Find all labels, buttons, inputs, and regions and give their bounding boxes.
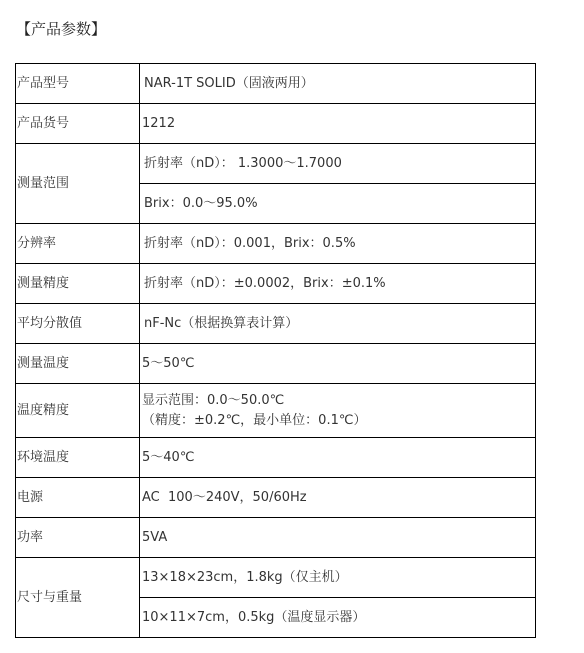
- section-heading: 【产品参数】: [16, 20, 107, 38]
- table-row: [16, 438, 536, 478]
- param-value-brix-range: Brix：0.0～95.0%: [140, 184, 536, 224]
- param-value-measuring-temperature: 5～50℃: [140, 344, 536, 384]
- param-value-accuracy: 折射率（nD）：±0.0002，Brix：±0.1%: [140, 264, 536, 304]
- param-label-measuring-temperature: 测量温度: [16, 344, 140, 384]
- param-value-mean-dispersion: nF-Nc（根据换算表计算）: [140, 304, 536, 344]
- table-row: [16, 558, 536, 598]
- param-value-resolution: 折射率（nD）：0.001，Brix：0.5%: [140, 224, 536, 264]
- table-row: [16, 144, 536, 184]
- param-label-resolution: 分辨率: [16, 224, 140, 264]
- table-row: [16, 478, 536, 518]
- temperature-display-range: 显示范围：0.0～50.0℃: [142, 392, 285, 408]
- param-label-accuracy: 测量精度: [16, 264, 140, 304]
- param-label-measuring-range: 测量范围: [16, 144, 140, 224]
- param-label-power: 功率: [16, 518, 140, 558]
- param-value-power: 5VA: [140, 518, 536, 558]
- param-value-ambient-temperature: 5～40℃: [140, 438, 536, 478]
- table-row: [16, 224, 536, 264]
- param-value-display-unit-size: 10×11×7cm，0.5kg（温度显示器）: [140, 598, 536, 638]
- table-row: [16, 64, 536, 104]
- param-label-model: 产品型号: [16, 64, 140, 104]
- param-value-refractive-range: 折射率（nD）： 1.3000～1.7000: [140, 144, 536, 184]
- table-row: [16, 518, 536, 558]
- param-label-mean-dispersion: 平均分散值: [16, 304, 140, 344]
- product-params-table: [15, 63, 536, 638]
- table-row: [16, 344, 536, 384]
- table-row: [16, 304, 536, 344]
- table-row: [16, 104, 536, 144]
- param-label-temperature-accuracy: 温度精度: [16, 384, 140, 438]
- param-value-power-supply: AC 100～240V，50/60Hz: [140, 478, 536, 518]
- temperature-precision-note: （精度：±0.2℃，最小单位：0.1℃）: [142, 412, 367, 428]
- param-value-item-number: 1212: [140, 104, 536, 144]
- param-value-main-unit-size: 13×18×23cm，1.8kg（仅主机）: [140, 558, 536, 598]
- param-label-power-supply: 电源: [16, 478, 140, 518]
- param-label-item-number: 产品货号: [16, 104, 140, 144]
- param-value-temperature-accuracy: [140, 384, 536, 438]
- param-label-ambient-temperature: 环境温度: [16, 438, 140, 478]
- param-label-size-weight: 尺寸与重量: [16, 558, 140, 638]
- param-value-model: NAR-1T SOLID（固液两用）: [140, 64, 536, 104]
- table-row: [16, 264, 536, 304]
- table-row: [16, 384, 536, 438]
